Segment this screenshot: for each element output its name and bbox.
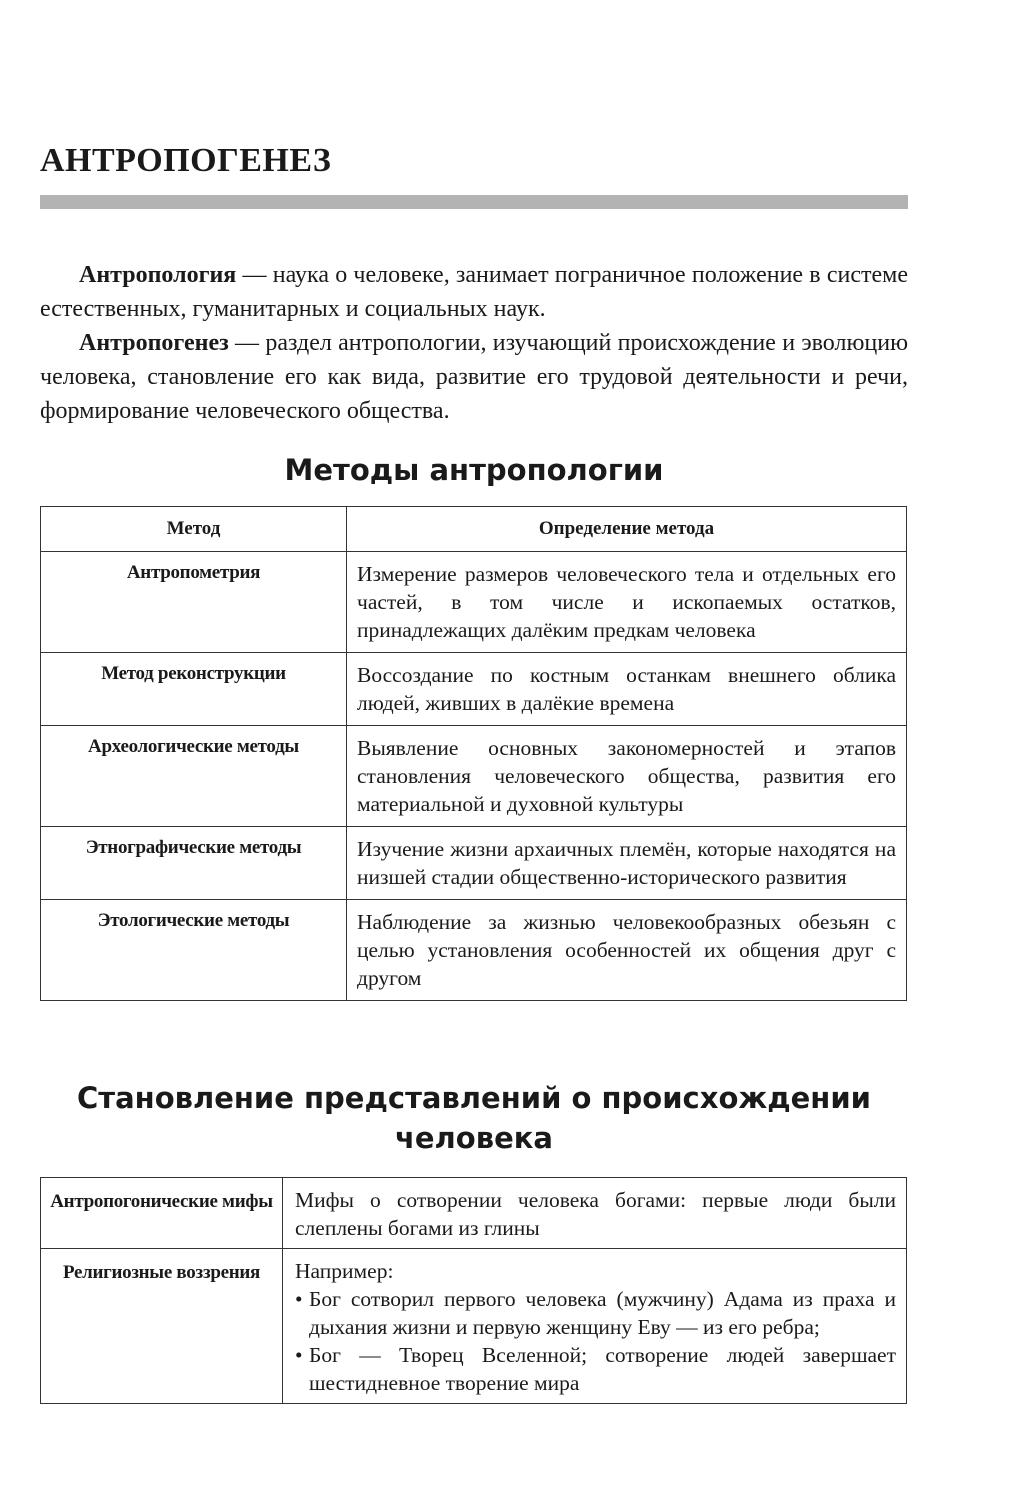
methods-table-header-row [41,507,907,552]
table-row [41,726,907,827]
method-name: Антропометрия [41,552,347,653]
page-title: АНТРОПОГЕНЕЗ [40,142,332,179]
method-definition: Воссоздание по костным останкам внешнего облика людей, живших в далёкие времена [347,653,907,726]
term-anthropology: Антропология [79,262,237,288]
method-name: Этологические методы [41,900,347,1001]
method-definition: Изучение жизни архаичных племён, которые находятся на низшей стадии общественно-исторического развития [347,827,907,900]
table-row [41,827,907,900]
table-row [41,653,907,726]
origin-concept-text: Мифы о сотворении человека богами: первые люди были слеплены богами из глины [283,1178,907,1249]
definition-anthropology: — наука о человеке, занимает пограничное положение в системе естественных, гуманитарных и социальных наук. [40,262,908,322]
intro-paragraph-anthropology [40,258,908,326]
table-row [41,1178,907,1249]
method-definition: Наблюдение за жизнью человекообразных обезьян с целью установления особенностей их общения друг с другом [347,900,907,1001]
methods-table [40,506,907,1001]
table-row [41,900,907,1001]
method-name: Этнографические методы [41,827,347,900]
list-item: • Бог — Творец Вселенной; сотворение людей завершает шестидневное творение мира [295,1341,896,1397]
term-anthropogenesis: Антропогенез [79,330,229,356]
list-item: • Бог сотворил первого человека (мужчину) Адама из праха и дыхания жизни и первую женщину Еву — из его ребра; [295,1285,896,1341]
method-definition: Измерение размеров человеческого тела и отдельных его частей, в том числе и ископаемых остатков, принадлежащих далёким предкам человека [347,552,907,653]
example-lead: Например: [295,1259,394,1283]
methods-heading: Методы антропологии [284,453,664,487]
method-name: Археологические методы [41,726,347,827]
method-definition: Выявление основных закономерностей и этапов становления человеческого общества, развития его материальной и духовной культуры [347,726,907,827]
origins-heading: Становление представлений о происхождении человека [77,1081,871,1155]
title-underline-bar [40,195,908,209]
column-header-definition: Определение метода [347,507,907,552]
origin-concept-name: Религиозные воззрения [41,1249,283,1404]
table-row [41,552,907,653]
method-name: Метод реконструкции [41,653,347,726]
origins-table [40,1177,907,1404]
origin-concept-text [283,1249,907,1404]
column-header-method: Метод [41,507,347,552]
table-row [41,1249,907,1404]
example-list [295,1285,896,1397]
definition-anthropogenesis: — раздел антропологии, изучающий происхождение и эволюцию человека, становление его как вида, развитие его трудовой деятельности и речи, формирование человеческого общества. [40,330,908,424]
intro-section [40,258,908,428]
origin-concept-name: Антропогонические мифы [41,1178,283,1249]
intro-paragraph-anthropogenesis [40,326,908,428]
